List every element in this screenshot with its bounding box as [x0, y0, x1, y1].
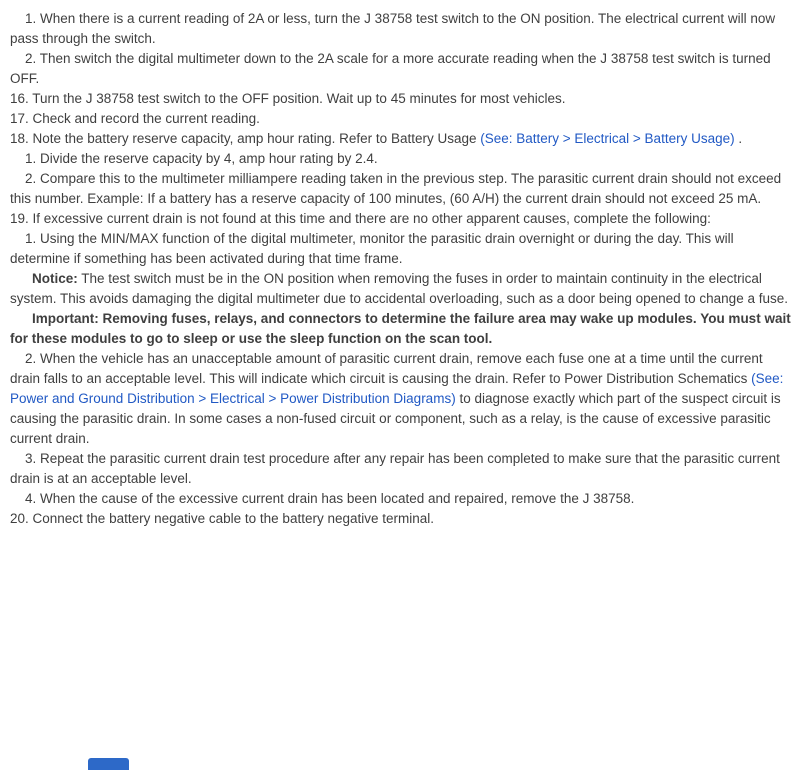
paragraph [10, 349, 795, 449]
paragraph [10, 509, 795, 529]
text-segment: . [734, 131, 743, 146]
text-segment: 2. Then switch the digital multimeter down to the 2A scale for a more accurate reading when the J 38758 test switch is turned OFF. [10, 51, 771, 86]
paragraph [10, 49, 795, 89]
paragraph [10, 449, 795, 489]
paragraph [10, 9, 795, 49]
paragraph [10, 169, 795, 209]
text-segment: 2. When the vehicle has an unacceptable amount of parasitic current drain, remove each fuse one at a time until the current drain falls to an acceptable level. This will indicate which circuit is causing the drain. Refer to Power Distribution Schematics [10, 351, 763, 386]
text-segment: 3. Repeat the parasitic current drain test procedure after any repair has been completed to make sure that the parasitic current drain is at an acceptable level. [10, 451, 780, 486]
text-segment: Notice: [32, 271, 78, 286]
text-segment: 1. When there is a current reading of 2A or less, turn the J 38758 test switch to the ON position. The electrical current will now pass through the switch. [10, 11, 776, 46]
text-segment: 4. When the cause of the excessive current drain has been located and repaired, remove the J 38758. [25, 491, 635, 506]
inline-doc-link[interactable]: (See: Battery > Electrical > Battery Usage) [480, 131, 735, 146]
partial-button[interactable] [88, 758, 129, 770]
text-segment: 1. Using the MIN/MAX function of the digital multimeter, monitor the parasitic drain overnight or during the day. This will determine if something has been activated during that time frame. [10, 231, 734, 266]
inline-doc-link[interactable]: (See: Power and Ground Distribution > Electrical > Power Distribution Diagrams) [10, 371, 784, 406]
text-segment: 18. Note the battery reserve capacity, amp hour rating. Refer to Battery Usage [10, 131, 481, 146]
text-segment: 2. Compare this to the multimeter milliampere reading taken in the previous step. The parasitic current drain should not exceed this number. Example: If a battery has a reserve capacity of 100 minutes, (60 A/H) the current drain should not exceed 25 mA. [10, 171, 782, 206]
paragraph [10, 229, 795, 269]
text-segment: Important: Removing fuses, relays, and connectors to determine the failure area may wake up modules. You must wait for these modules to go to sleep or use the sleep function on the scan tool. [10, 311, 791, 346]
paragraph [10, 309, 795, 349]
text-segment: to diagnose exactly which part of the suspect circuit is causing the parasitic drain. In some cases a non-fused circuit or component, such as a relay, is the cause of excessive parasitic current drain. [10, 391, 781, 446]
text-segment: 17. Check and record the current reading. [10, 111, 260, 126]
paragraph [10, 269, 795, 309]
paragraph [10, 489, 795, 509]
text-segment: 16. Turn the J 38758 test switch to the OFF position. Wait up to 45 minutes for most vehicles. [10, 91, 566, 106]
paragraph [10, 129, 795, 149]
text-segment: The test switch must be in the ON position when removing the fuses in order to maintain continuity in the electrical system. This avoids damaging the digital multimeter due to accidental overloading, such as a door being opened to change a fuse. [10, 271, 788, 306]
paragraph [10, 89, 795, 109]
text-segment: 1. Divide the reserve capacity by 4, amp hour rating by 2.4. [25, 151, 378, 166]
paragraph [10, 149, 795, 169]
text-segment: 19. If excessive current drain is not found at this time and there are no other apparent causes, complete the following: [10, 211, 711, 226]
text-segment: 20. Connect the battery negative cable to the battery negative terminal. [10, 511, 435, 526]
paragraph [10, 209, 795, 229]
paragraph [10, 109, 795, 129]
